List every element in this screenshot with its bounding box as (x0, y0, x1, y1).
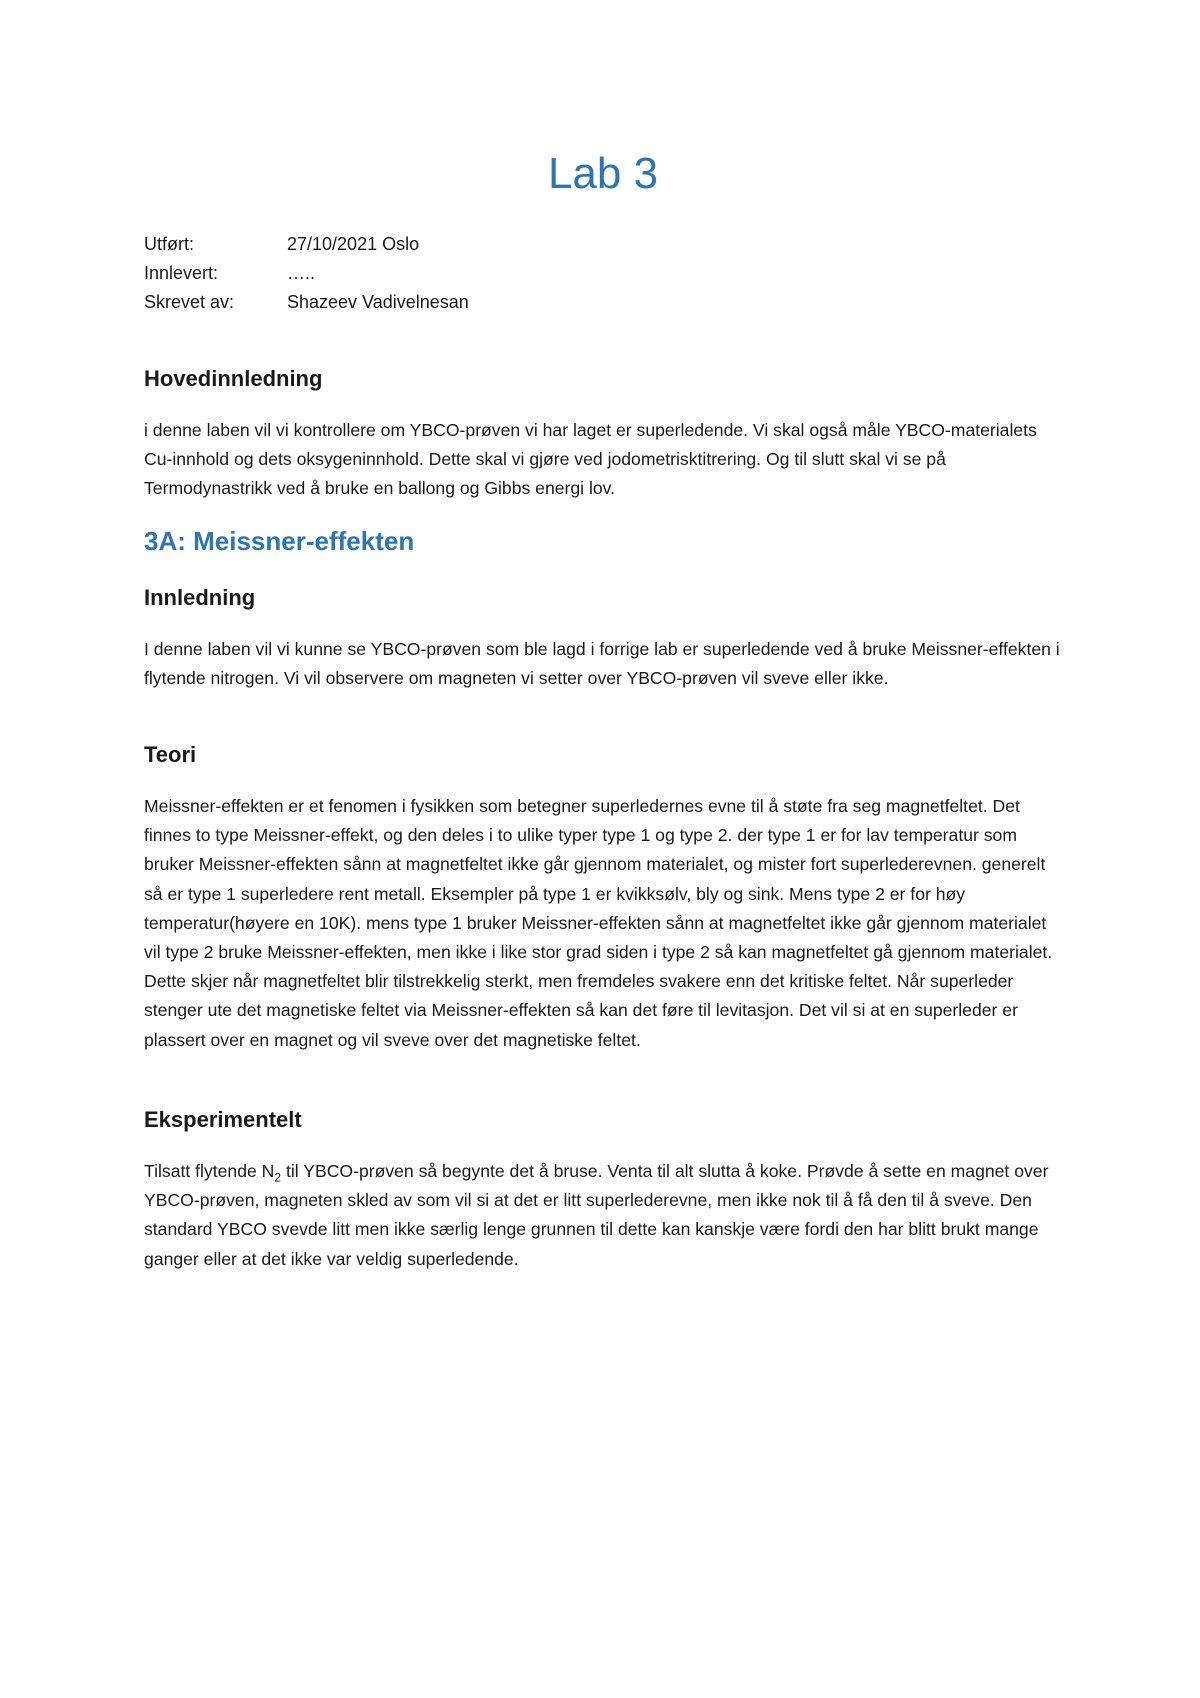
meta-row-performed (144, 230, 469, 259)
intro-heading: Innledning (144, 585, 256, 610)
document-title: Lab 3 (547, 149, 659, 198)
meta-row-author (144, 288, 469, 317)
meta-block (144, 230, 469, 317)
submitted-value: ….. (287, 263, 316, 283)
experimental-paragraph (144, 1157, 1062, 1274)
submitted-label: Innlevert: (144, 263, 219, 283)
nitrogen-subscript: 2 (274, 1170, 282, 1185)
experimental-text-post: til YBCO-prøven så begynte det å bruse. Venta til alt slutta å koke. Prøvde å sette en magnet over YBCO-prøven, magneten skled av som vil si at det er litt superlederevne, men ikke nok til å få den til å sveve. Den standard YBCO svevde litt men ikke særlig lenge grunnen til dette kan kanskje være fordi den har blitt brukt mange ganger eller at det ikke var veldig superledende. (144, 1161, 1049, 1269)
author-value: Shazeev Vadivelnesan (287, 292, 469, 312)
part-a-heading: 3A: Meissner-effekten (144, 526, 415, 556)
experimental-text-pre: Tilsatt flytende N (144, 1161, 275, 1181)
main-intro-heading: Hovedinnledning (144, 366, 323, 391)
performed-value: 27/10/2021 Oslo (287, 234, 420, 254)
theory-paragraph: Meissner-effekten er et fenomen i fysikken som betegner superledernes evne til å støte fra seg magnetfeltet. Det finnes to type Meissner-effekt, og den deles i to ulike typer type 1 og type 2. der type 1 er for lav temperatur som bruker Meissner-effekten sånn at magnetfeltet ikke går gjennom materialet, og mister fort superlederevnen. generelt så er type 1 superledere rent metall. Eksempler på type 1 er kvikksølv, bly og sink. Mens type 2 er for høy temperatur(høyere en 10K). mens type 1 bruker Meissner-effekten sånn at magnetfeltet ikke går gjennom materialet vil type 2 bruke Meissner-effekten, men ikke i like stor grad siden i type 2 så kan magnetfeltet gå gjennom materialet. Dette skjer når magnetfeltet blir tilstrekkelig sterkt, men fremdeles svakere enn det kritiske feltet. Når superleder stenger ute det magnetiske feltet via Meissner-effekten så kan det føre til levitasjon. Det vil si at en superleder er plassert over en magnet og vil sveve over det magnetiske feltet. (144, 796, 1053, 1050)
experimental-heading: Eksperimentelt (144, 1107, 302, 1132)
author-label: Skrevet av: (144, 292, 235, 312)
performed-label: Utført: (144, 234, 194, 254)
meta-row-submitted (144, 259, 469, 288)
theory-heading: Teori (144, 742, 197, 767)
intro-paragraph: I denne laben vil vi kunne se YBCO-prøven som ble lagd i forrige lab er superledende ved å bruke Meissner-effekten i flytende nitrogen. Vi vil observere om magneten vi setter over YBCO-prøven vil sveve eller ikke. (144, 639, 1060, 689)
main-intro-paragraph: i denne laben vil vi kontrollere om YBCO-prøven vi har laget er superledende. Vi skal også måle YBCO-materialets Cu-innhold og dets oksygeninnhold. Dette skal vi gjøre ved jodometrisktitrering. Og til slutt skal vi se på Termodynastrikk ved å bruke en ballong og Gibbs energi lov. (144, 420, 1037, 499)
